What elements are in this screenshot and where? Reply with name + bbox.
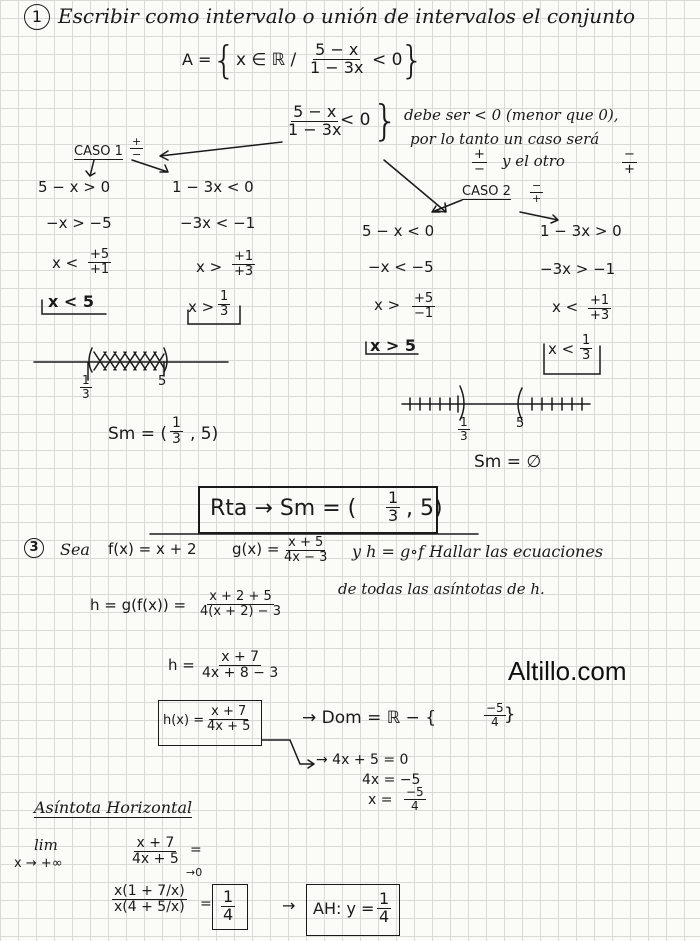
composition-step-2-fraction: $\frac{x + 7}{4x + 8 - 3}$ xyxy=(202,649,279,681)
tends-to-zero: →0 xyxy=(186,866,203,879)
set-relation: < 0 xyxy=(372,50,403,70)
case-1-left-step-3-fraction: $\frac{+5}{+1}$ xyxy=(90,247,110,277)
case-2-right-result-lhs: x < xyxy=(548,340,575,358)
case-2-right-step-2: −3x > −1 xyxy=(540,260,616,278)
exercise-3-intro: Sea xyxy=(60,540,90,559)
root-step-1: → 4x + 5 = 0 xyxy=(316,752,409,768)
root-fraction: $\frac{-5}{4}$ xyxy=(406,785,424,813)
case-2-right-step-3-lhs: x < xyxy=(552,298,579,316)
answer-rhs: , 5) xyxy=(406,496,443,521)
case-2-right-step-1: 1 − 3x > 0 xyxy=(540,222,622,240)
case-2-left-bracket xyxy=(366,342,418,354)
case-2-label: CASO 2 xyxy=(462,184,511,199)
function-f: f(x) = x + 2 xyxy=(108,540,197,558)
case-2-arrow-right xyxy=(520,212,558,223)
case-2-signs: − + xyxy=(532,179,542,205)
case-2-bracket-left xyxy=(460,386,464,420)
case-1-right-result-lhs: x > xyxy=(188,298,215,316)
factored-equals: = xyxy=(200,896,212,912)
case-1-solution-lhs: Sm = ( xyxy=(108,424,168,444)
limit-symbol: lim xyxy=(34,836,58,854)
answer-lhs: Rta → Sm = ( xyxy=(210,496,357,521)
limit-result-fraction: $\frac{1}{4}$ xyxy=(223,887,234,924)
case-1-left-step-2: −x > −5 xyxy=(46,214,112,232)
composition-step-2-lhs: h = xyxy=(168,656,195,674)
arrow-to-root xyxy=(262,740,314,768)
root-step-3: x = xyxy=(368,792,393,808)
condition-note-line-1: debe ser < 0 (menor que 0), xyxy=(404,106,619,124)
domain-lhs: → Dom = ℝ − { xyxy=(302,708,437,728)
case-1-hatching xyxy=(94,352,164,370)
asymptote-answer-lhs: AH: y = xyxy=(313,899,375,918)
set-fraction: $\frac{5 - x}{1 - 3x}$ xyxy=(310,40,364,77)
h-function-lhs: h(x) = xyxy=(163,713,205,728)
case-1-solution-fraction: $\frac{1}{3}$ xyxy=(172,415,181,447)
case-1-left-step-1: 5 − x > 0 xyxy=(38,178,111,196)
factored-fraction: $\frac{x(1 + 7/x)}{x(4 + 5/x)}$ xyxy=(114,883,185,915)
exercise-3-number: 3 xyxy=(24,538,44,558)
case-1-solution-rhs: , 5) xyxy=(190,424,219,444)
condition-note-line-2: por lo tanto un caso será xyxy=(410,130,600,148)
watermark: Altillo.com xyxy=(508,656,627,686)
case-2-left-step-1: 5 − x < 0 xyxy=(362,222,435,240)
case-2-left-step-2: −x < −5 xyxy=(368,258,434,276)
case-2-left-result: x > 5 xyxy=(370,336,416,355)
case-1-left-result: x < 5 xyxy=(48,292,94,311)
case-2-right-bracket xyxy=(544,344,600,374)
domain-rhs: } xyxy=(504,704,516,725)
limit-subscript: x → +∞ xyxy=(14,856,63,871)
case-1-left-step-3-lhs: x < xyxy=(52,254,79,272)
case-2-arrow-left xyxy=(432,200,462,212)
case-1-left-bracket xyxy=(42,300,106,314)
set-element: x ∈ ℝ / xyxy=(236,50,297,70)
limit-fraction: $\frac{x + 7}{4x + 5}$ xyxy=(132,835,179,867)
condition-relation: < 0 xyxy=(340,110,371,130)
exercise-3-text: y h = g∘f Hallar las ecuaciones xyxy=(352,542,604,561)
result-arrow: → xyxy=(282,896,296,915)
case-2-right-step-3-fraction: $\frac{+1}{+3}$ xyxy=(590,293,610,323)
case-1-axis-right-label: 5 xyxy=(158,374,167,389)
set-open-brace: { xyxy=(212,38,237,82)
case-1-right-step-1: 1 − 3x < 0 xyxy=(172,178,254,196)
case-1-right-result-fraction: $\frac{1}{3}$ xyxy=(220,289,229,319)
case-2-left-step-3-fraction: $\frac{+5}{-1}$ xyxy=(414,291,434,321)
function-g-lhs: g(x) = xyxy=(232,540,280,558)
composition-step-1-fraction: $\frac{x + 2 + 5}{4(x + 2) - 3}$ xyxy=(200,589,281,619)
function-g-fraction: $\frac{x + 5}{4x - 3}$ xyxy=(284,535,328,565)
case-2-axis-right-label: 5 xyxy=(516,416,525,431)
case-2-axis-left-label: $\frac{1}{3}$ xyxy=(460,415,468,443)
composition-step-1-lhs: h = g(f(x)) = xyxy=(90,596,187,614)
exercise-1-prompt: Escribir como intervalo o unión de intervalos el conjunto xyxy=(58,4,636,28)
case-1-signs: + − xyxy=(132,135,142,161)
horizontal-asymptote-title: Asíntota Horizontal xyxy=(34,798,193,817)
h-function-fraction: $\frac{x + 7}{4x + 5}$ xyxy=(207,704,251,734)
note-sign-fraction-1: + − xyxy=(474,147,485,177)
set-close-brace: } xyxy=(400,38,425,82)
case-1-arrow-right xyxy=(132,160,168,172)
note-sign-fraction-2: − + xyxy=(624,147,635,177)
arrow-to-case-2 xyxy=(384,160,446,212)
asymptote-answer-fraction: $\frac{1}{4}$ xyxy=(379,889,390,926)
case-2-solution: Sm = ∅ xyxy=(474,452,542,472)
exercise-3-text-2: de todas las asíntotas de h. xyxy=(338,580,545,598)
set-lhs: A = xyxy=(182,50,212,69)
domain-fraction: $\frac{-5}{4}$ xyxy=(486,701,504,729)
root-step-2: 4x = −5 xyxy=(362,772,421,788)
case-2-left-step-3-lhs: x > xyxy=(374,296,401,314)
exercise-1-number: 1 xyxy=(24,4,50,30)
case-1-right-step-3-lhs: x > xyxy=(196,258,223,276)
case-1-right-step-3-fraction: $\frac{+1}{+3}$ xyxy=(234,249,254,279)
case-1-axis-left-label: $\frac{1}{3}$ xyxy=(82,373,90,401)
condition-brace: } xyxy=(372,96,399,145)
arrow-to-case-1 xyxy=(160,142,282,160)
case-1-arrow-left xyxy=(86,160,95,176)
case-2-right-result-fraction: $\frac{1}{3}$ xyxy=(582,333,591,363)
case-1-right-bracket xyxy=(188,306,240,324)
limit-equals: = xyxy=(190,842,202,858)
condition-note-mid: y el otro xyxy=(502,152,565,170)
case-1-right-step-2: −3x < −1 xyxy=(180,214,256,232)
condition-fraction: $\frac{5 - x}{1 - 3x}$ xyxy=(288,102,342,139)
answer-fraction: $\frac{1}{3}$ xyxy=(388,488,399,525)
case-1-label: CASO 1 xyxy=(74,144,123,159)
